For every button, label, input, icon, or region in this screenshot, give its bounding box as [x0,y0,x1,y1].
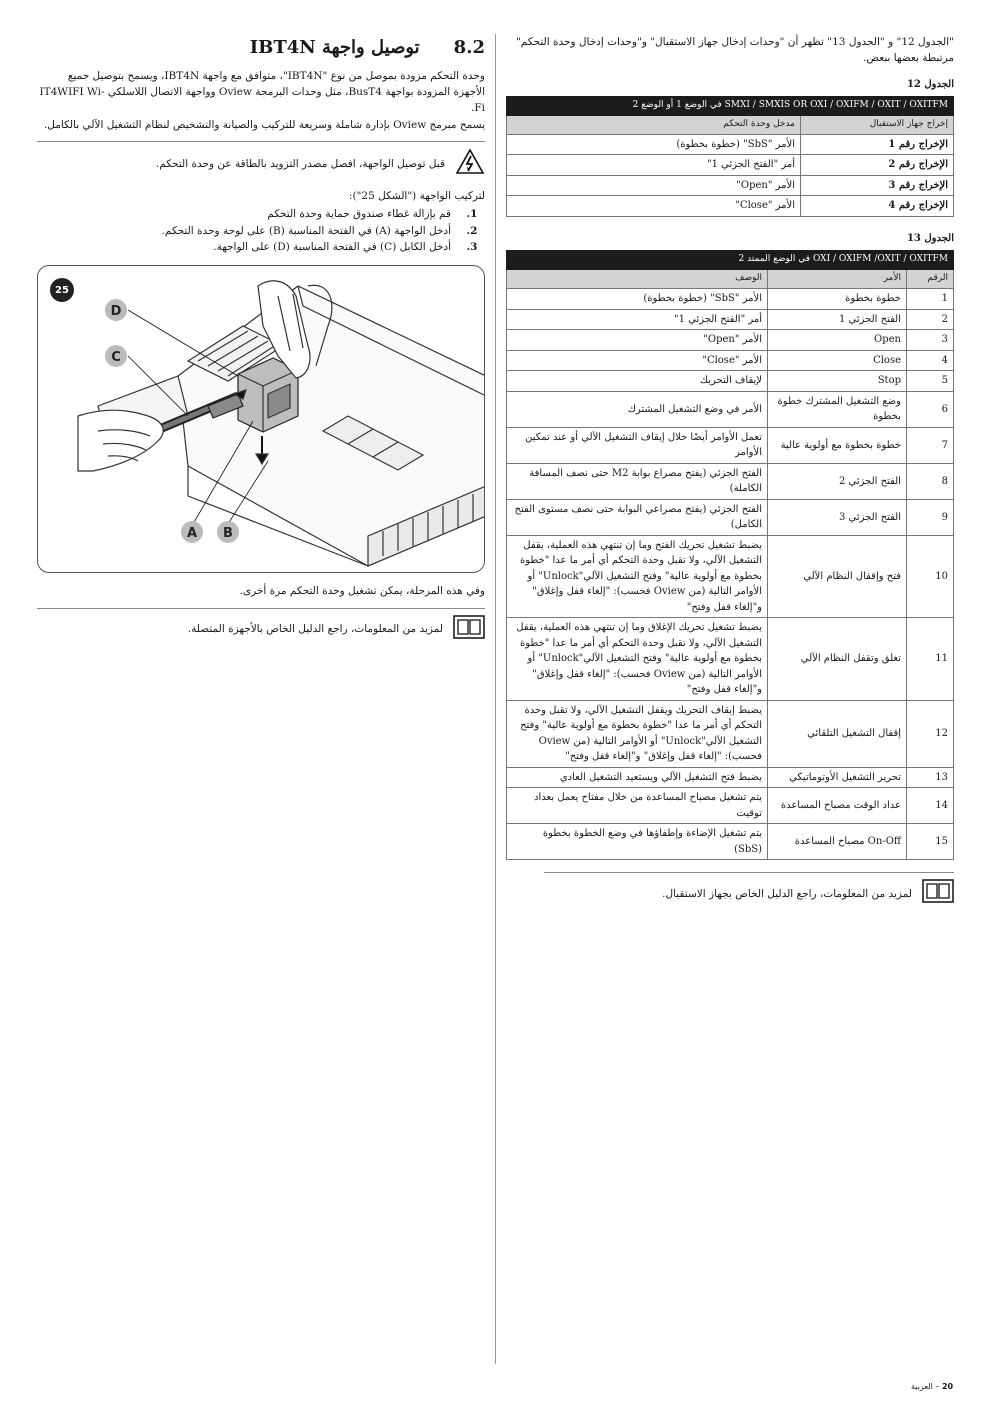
figure-25 [37,265,485,573]
table-row: 7 خطوة بخطوة مع أولوية عالية تعمل الأوامر أيضًا خلال إيقاف التشغيل الآلي أو عند تمكين الأوامر [507,427,954,463]
table12-col-input: مدخل وحدة التحكم [507,115,801,134]
tables-intro: "الجدول 12" و "الجدول 13" تظهر أن "وحدات إدخال جهاز الاستقبال" و"وحدات إدخال وحدة التحكم" مرتبطة بعضها ببعض. [515,36,954,65]
warning-text: قبل توصيل الواجهة، افصل مصدر التزويد بالطاقة عن وحدة التحكم. [155,157,445,170]
label-b [217,521,239,543]
receiver-info-note [506,879,954,908]
table12-header: SMXI / SMXIS OR OXI / OXIFM / OXIT / OXITFM في الوضع 1 أو الوضع 2 [507,97,954,116]
info-note-text: لمزيد من المعلومات، راجع الدليل الخاص بالأجهزة المتصلة. [187,623,443,636]
table13-title: الجدول 13 [906,232,954,244]
table-12 [506,96,954,217]
manual-book-icon [922,879,954,908]
figure-number-badge: 25 [50,278,74,302]
table-row: 5 Stop لإيقاف التحريك [507,371,954,392]
rule [544,872,954,873]
intro-paragraph: وحدة التحكم مزودة بموصل من نوع "IBT4N"، متوافق مع واجهة IBT4N، ويسمح بتوصيل جميع الأجهزة المزودة بواجهة BusT4، مثل وحدات البرمجة Oview وواجهة الاتصال اللاسلكي IT4WIFI Wi-Fi. [39,69,485,115]
svg-text:C: C [111,350,121,366]
step-item: 3. أدخل الكابل (C) في الفتحة المناسبة (D) على الواجهة. [213,241,478,254]
after-figure-text: وفي هذه المرحلة، يمكن تشغيل وحدة التحكم مرة أخرى. [239,585,485,598]
step-item: 2. أدخل الواجهة (A) في الفتحة المناسبة (B) على لوحة وحدة التحكم. [161,224,478,237]
svg-text:D: D [110,304,122,320]
table-row: الإخراج رقم 4 الأمر "Close" [507,196,954,217]
table-13 [506,250,954,860]
left-column [37,34,485,644]
info-note [37,615,485,644]
table-row: الإخراج رقم 1 الأمر "SbS" (خطوة بخطوة) [507,134,954,155]
warning-note [37,148,485,180]
table-row: 6 وضع التشغيل المشترك خطوة بخطوة الأمر في وضع التشغيل المشترك [507,391,954,427]
table-row: 4 Close الأمر "Close" [507,350,954,371]
page-footer: 20 – العربية [911,1382,954,1391]
table-row: 1 خطوة بخطوة الأمر "SbS" (خطوة بخطوة) [507,289,954,310]
section-number: 8.2 [453,37,485,58]
table-row: 9 الفتح الجزئي 3 الفتح الجزئي (يفتح مصراعي البوابة حتى نصف مستوى الفتح الكامل) [507,499,954,535]
table-row: الإخراج رقم 2 أمر "الفتح الجزئي 1" [507,155,954,176]
table-row: 11 تغلق وتقفل النظام الآلي يضبط تشغيل تحريك الإغلاق وما إن تنتهي هذه العملية، يقفل التشغيل الآلي، ولا تقبل وحدة التحكم أي أمر ما عدا "خطوة بخطوة مع أولوية عالية" وفتح التشغيل الآلي"Unlock" أو الأوامر التالية (من Oview فحسب): "إلغاء قفل وإغلاق" و"إلغاء قفل وفتح" [507,618,954,701]
footer-language: العربية [911,1382,933,1391]
table-row: الإخراج رقم 3 الأمر "Open" [507,175,954,196]
manual-book-icon [453,615,485,644]
steps-intro: لتركيب الواجهة ("الشكل 25"): [348,190,485,203]
table12-col-output: إخراج جهاز الاستقبال [801,115,954,134]
table-row: 15 On-Off مصباح المساعدة يتم تشغيل الإضاءة وإطفاؤها في وضع الخطوة بخطوة (SbS) [507,824,954,860]
table-row: 3 Open الأمر "Open" [507,330,954,351]
table13-col-command: الأمر [768,270,907,289]
table-row: 2 الفتح الجزئي 1 أمر "الفتح الجزئي 1" [507,309,954,330]
interface-illustration [38,266,485,572]
steps-list [37,206,485,255]
step-item: 1. قم بإزالة غطاء صندوق حماية وحدة التحكم [267,208,478,221]
table-row: 12 إقفال التشغيل التلقائي يضبط إيقاف التحريك ويقفل التشغيل الآلي، ولا تقبل وحدة التحكم أي أمر ما عدا "خطوة بخطوة مع أولوية عالية" وفتح التشغيل الآلي"Unlock" أو الأوامر التالية (من Oview فحسب): "إلغاء قفل وإغلاق" و"إلغاء قفل وفتح" [507,700,954,767]
table-row: 8 الفتح الجزئي 2 الفتح الجزئي (يفتح مصراع بوابة M2 حتى نصف المسافة الكاملة) [507,463,954,499]
section-title: توصيل واجهة IBT4N [249,37,420,58]
table12-title: الجدول 12 [906,78,954,90]
table-row: 13 تحرير التشغيل الأوتوماتيكي يضبط فتح التشغيل الآلي ويستعيد التشغيل العادي [507,767,954,788]
electric-hazard-icon [455,148,485,180]
receiver-info-text: لمزيد من المعلومات، راجع الدليل الخاص بجهاز الاستقبال. [662,887,912,900]
label-d [105,299,127,321]
svg-text:B: B [223,526,233,542]
column-divider [495,34,496,1364]
section-heading [37,34,485,62]
svg-text:A: A [186,526,198,542]
table13-col-number: الرقم [907,270,954,289]
oview-paragraph: يسمح مبرمج Oview بإدارة شاملة وسريعة للتركيب والصيانة والتشخيص لنظام التشغيل الآلي بالكامل. [43,118,485,131]
table13-header: OXI / OXIFM /OXIT / OXITFM في الوضع الممتد 2 [507,251,954,270]
rule [37,608,485,609]
page-number: 20 [941,1382,954,1391]
table-row: 14 عداد الوقت مصباح المساعدة يتم تشغيل مصباح المساعدة من خلال مفتاح يعمل بعداد توقيت [507,788,954,824]
label-a [181,521,203,543]
rule [37,141,485,142]
table13-col-description: الوصف [507,270,768,289]
table-row: 10 فتح وإقفال النظام الآلي يضبط تشغيل تحريك الفتح وما إن تنتهي هذه العملية، يقفل التشغيل الآلي، ولا تقبل وحدة التحكم أي أمر ما عدا "خطوة بخطوة مع أولوية عالية" وفتح التشغيل الآلي"Unlock" أو الأوامر التالية (من Oview فحسب): "إلغاء قفل وإغلاق" و"إلغاء قفل وفتح" [507,535,954,618]
right-column [506,34,954,909]
label-c [105,345,127,367]
